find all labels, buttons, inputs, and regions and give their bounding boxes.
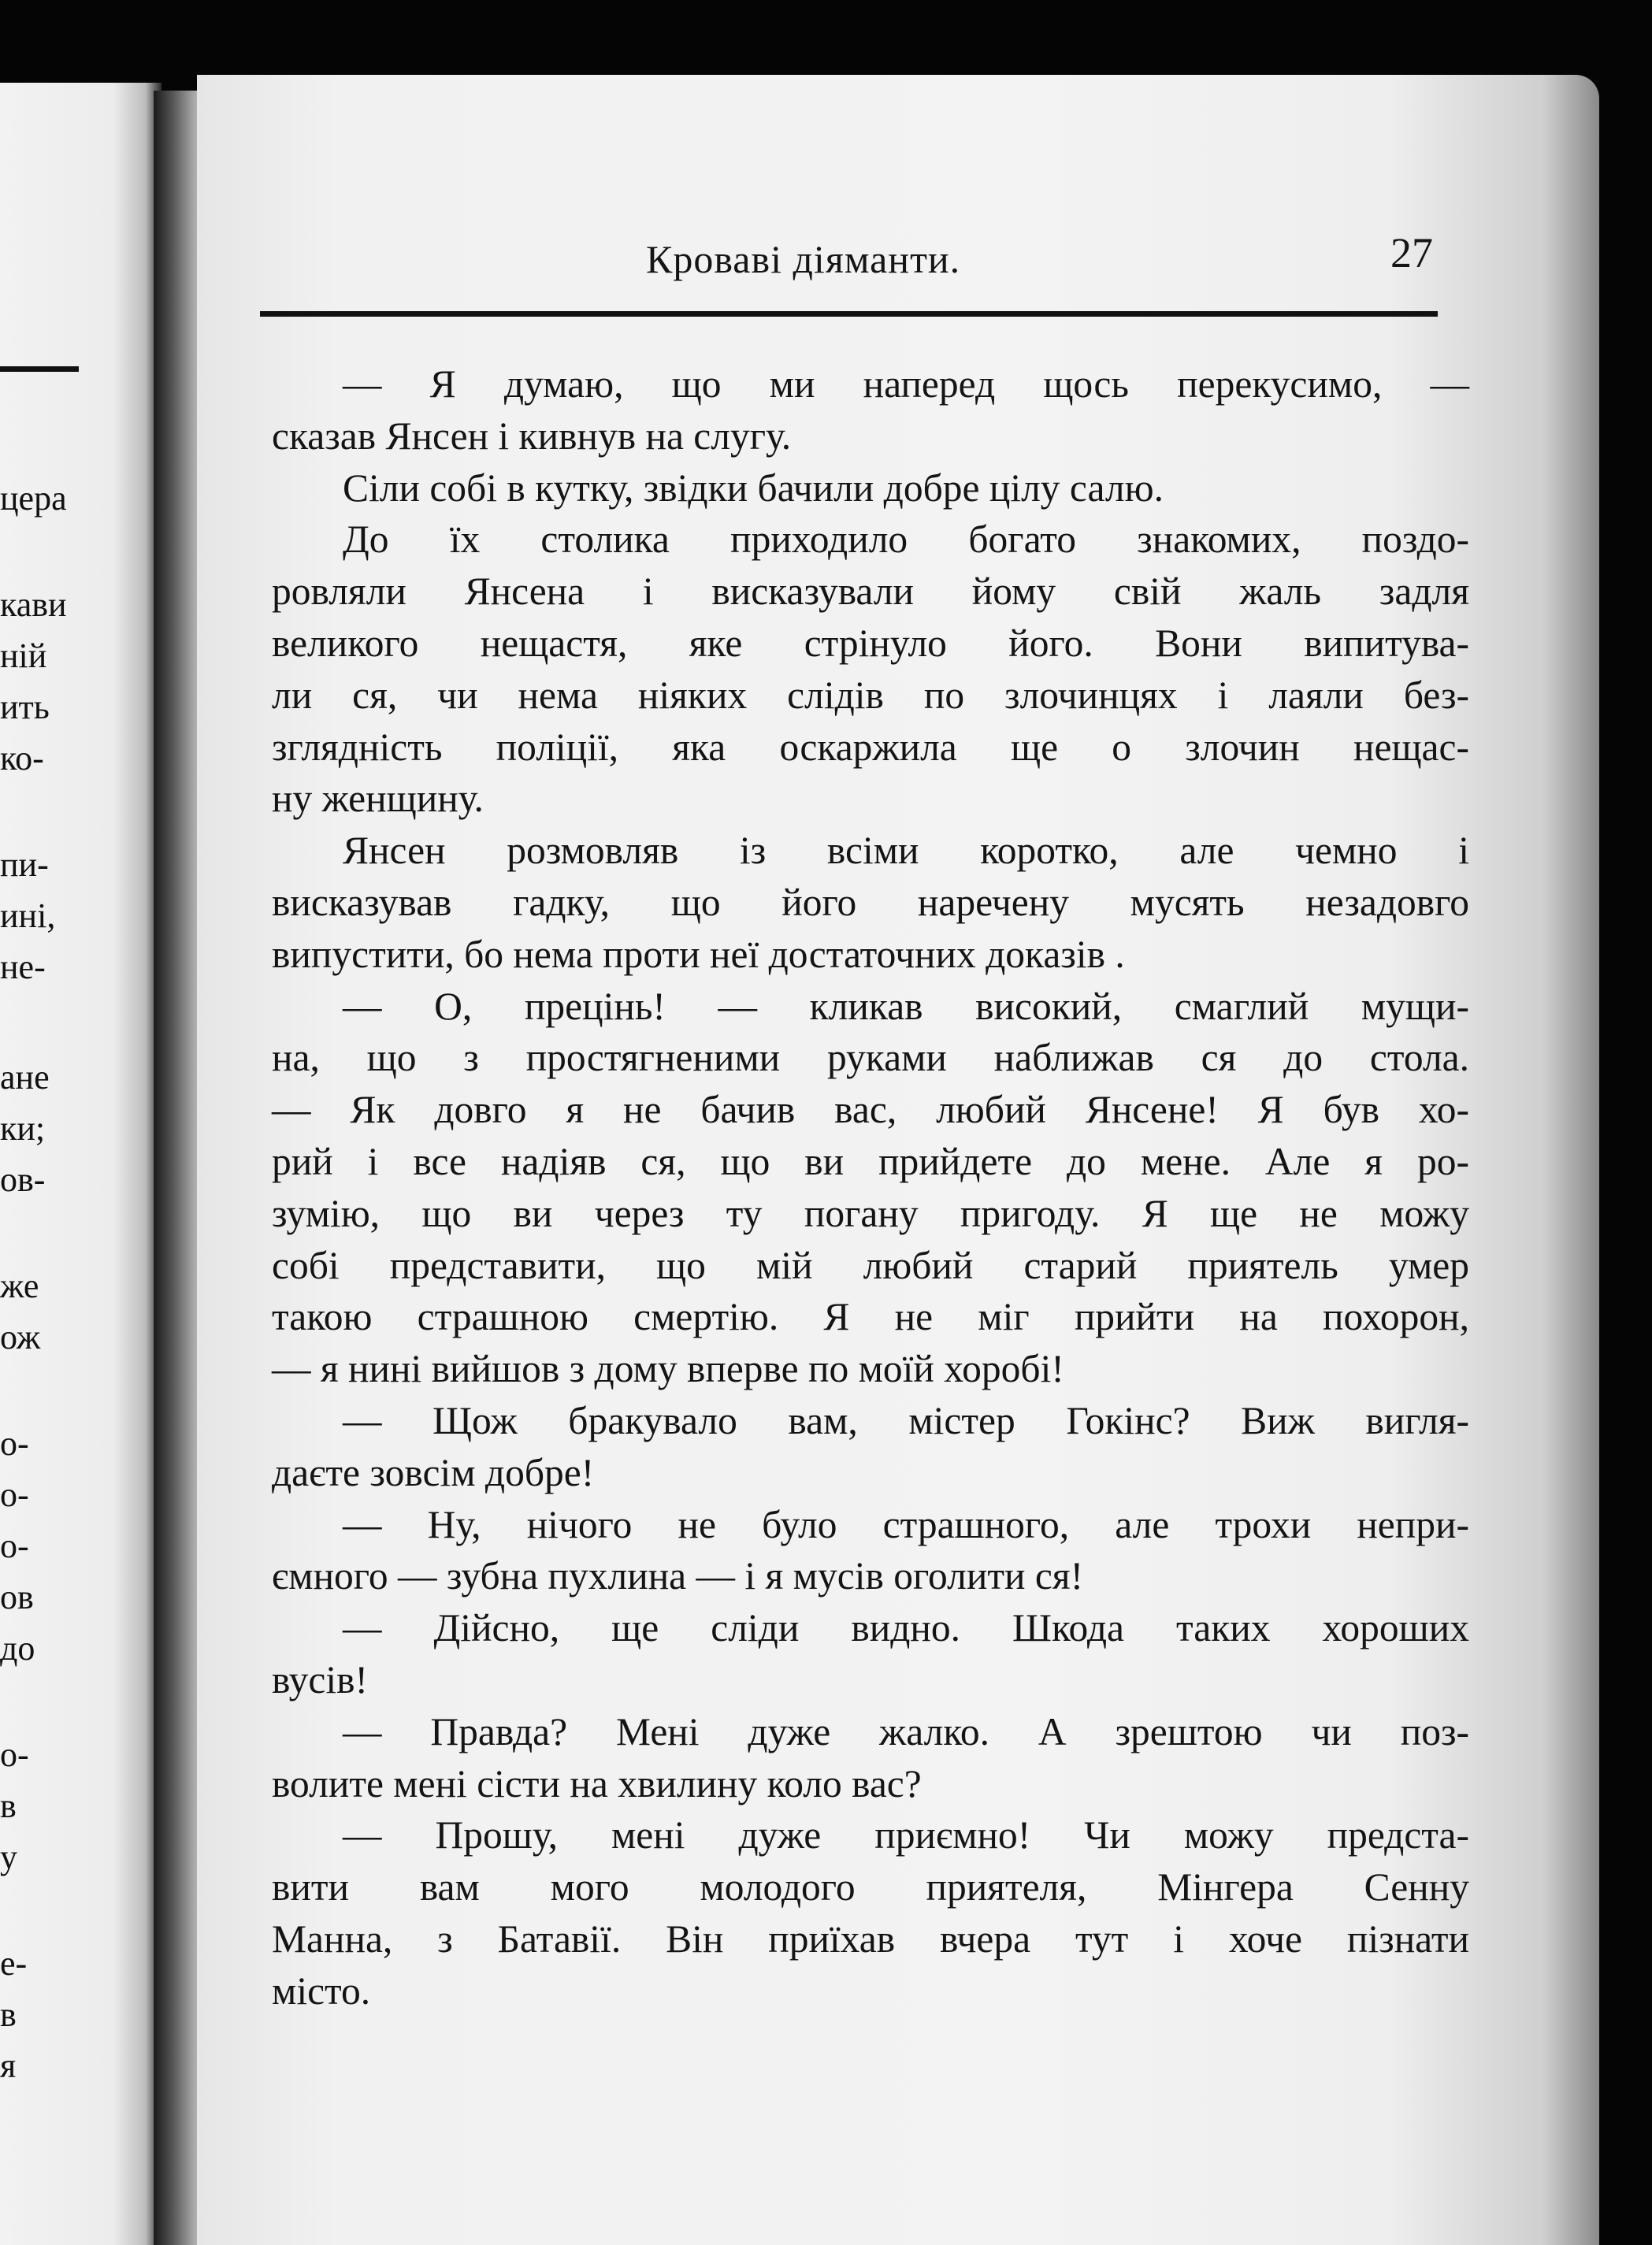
book-page (197, 75, 1599, 2245)
text-line: Янсен розмовляв із всіми коротко, але чемно і (343, 829, 1469, 873)
fragment-line: ож (0, 1318, 41, 1356)
fragment-line: ки; (0, 1109, 46, 1148)
body-text (272, 358, 1469, 2017)
fragment-line: о- (0, 1475, 29, 1514)
text-line: вити вам мого молодого приятеля, Мінгера Сенну (272, 1865, 1469, 1909)
text-line: випустити, бо нема проти неї достаточних доказів . (272, 932, 1125, 976)
text-line: — Ну, нічого не було страшного, але трохи непри- (343, 1502, 1469, 1546)
running-header-title: Кроваві діяманти. (646, 237, 961, 281)
text-line: — О, прецінь! — кликав високий, смаглий мущи- (343, 984, 1469, 1028)
text-line: зглядність поліції, яка оскаржила ще о злочин нещас- (272, 725, 1469, 769)
text-line: — я нині вийшов з дому вперве по моїй хоробі! (272, 1347, 1064, 1391)
text-line: — Дійсно, ще сліди видно. Шкода таких хороших (343, 1606, 1469, 1650)
text-line: ли ся, чи нема ніяких слідів по злочинцях і лаяли без- (272, 673, 1469, 717)
text-line: Сіли собі в кутку, звідки бачили добре цілу салю. (343, 466, 1164, 510)
fragment-line: пи- (0, 845, 49, 884)
fragment-line: ній (0, 636, 47, 675)
text-line: висказував гадку, що його наречену мусять незадовго (272, 880, 1469, 924)
fragment-line: кави (0, 585, 67, 624)
fragment-line: е- (0, 1944, 28, 1983)
fragment-line: в (0, 1787, 17, 1825)
text-line: — Щож бракувало вам, містер Гокінс? Виж вигля- (343, 1398, 1469, 1442)
fragment-line: цера (0, 479, 67, 518)
fragment-line: ить (0, 688, 50, 726)
text-line: ємного — зубна пухлина — і я мусів оголити ся! (272, 1554, 1084, 1598)
fragment-line: я (0, 2046, 17, 2085)
previous-page-fragment (0, 83, 161, 2245)
page-number: 27 (1390, 229, 1433, 276)
header-rule (260, 311, 1438, 317)
previous-page-header-rule (0, 366, 79, 372)
fragment-line: ов- (0, 1160, 46, 1199)
fragment-line: ане (0, 1058, 50, 1097)
text-line: місто. (272, 1969, 371, 2013)
text-line: Манна, з Батавії. Він приїхав вчера тут і хоче пізнати (272, 1917, 1469, 1961)
text-line: — Я думаю, що ми наперед щось перекусимо, — (343, 362, 1469, 406)
text-line: на, що з простягненими руками наближав ся до стола. (272, 1036, 1469, 1080)
fragment-line: о- (0, 1424, 29, 1463)
text-line: великого нещастя, яке стрінуло його. Вони випитува- (272, 621, 1469, 665)
text-line: собі представити, що мій любий старий приятель умер (272, 1243, 1469, 1287)
fragment-line: о- (0, 1735, 29, 1774)
text-line: До їх столика приходило богато знакомих, поздо- (343, 518, 1469, 562)
text-line: волите мені сісти на хвилину коло вас? (272, 1761, 922, 1805)
text-line: рий і все надіяв ся, що ви прийдете до мене. Але я ро- (272, 1139, 1469, 1183)
text-line: зумію, що ви через ту погану пригоду. Я ще не можу (272, 1191, 1469, 1235)
fragment-line: о- (0, 1527, 29, 1565)
fragment-line: ко- (0, 739, 44, 777)
text-line: — Правда? Мені дуже жалко. А зрештою чи поз- (343, 1709, 1469, 1753)
fragment-line: инi, (0, 896, 56, 935)
fragment-line: ов (0, 1578, 34, 1616)
fragment-line: же (0, 1267, 39, 1305)
text-line: — Як довго я не бачив вас, любий Янсене! Я був хо- (272, 1088, 1469, 1132)
text-line: — Прошу, мені дуже приємно! Чи можу предста- (343, 1813, 1469, 1857)
fragment-line: в (0, 1995, 17, 2034)
fragment-line: не- (0, 948, 46, 986)
text-line: сказав Янсен і кивнув на слугу. (272, 414, 792, 458)
fragment-line: до (0, 1629, 35, 1668)
text-line: ну женщину. (272, 777, 484, 821)
text-line: даєте зовсім добре! (272, 1450, 595, 1494)
text-line: ровляли Янсена і висказували йому свій жаль задля (272, 570, 1469, 614)
fragment-line: у (0, 1838, 17, 1876)
text-line: вусів! (272, 1657, 369, 1701)
text-line: такою страшною смертію. Я не міг прийти на похорон, (272, 1295, 1469, 1339)
